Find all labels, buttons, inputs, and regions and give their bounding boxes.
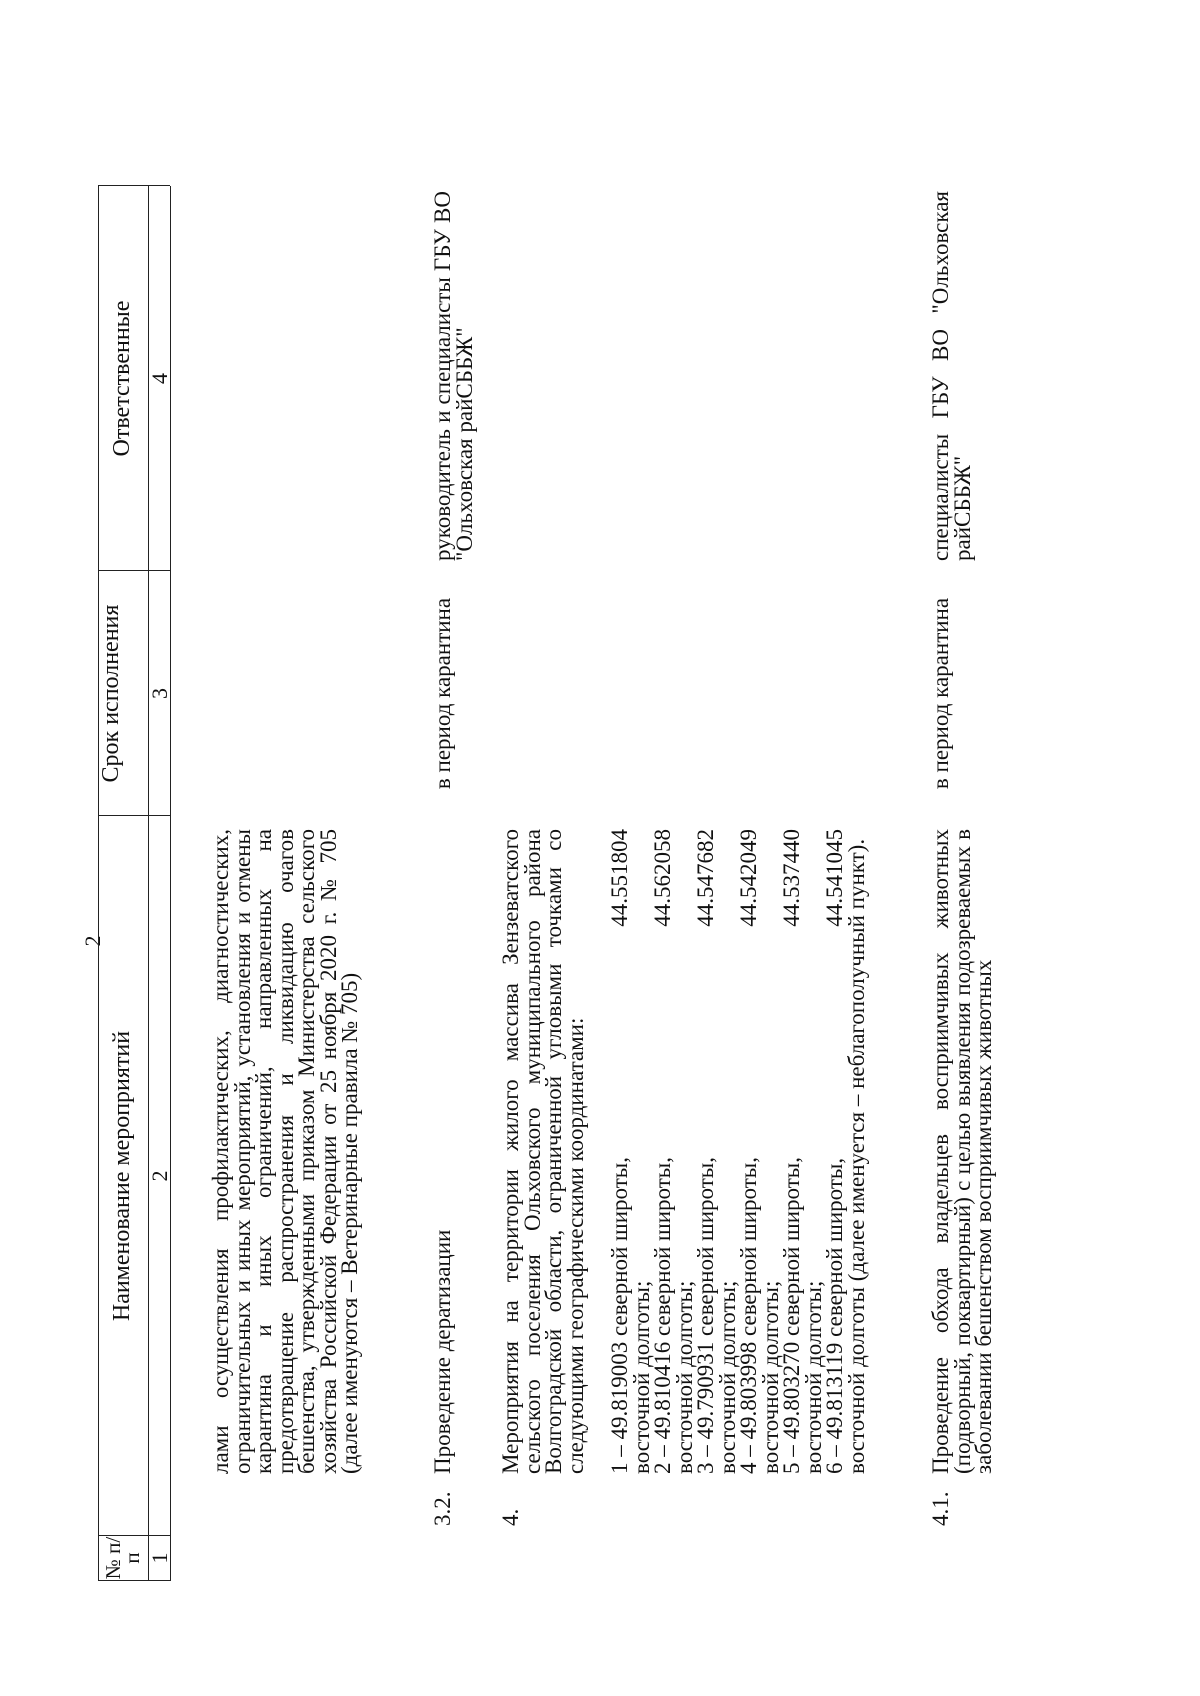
coordinate-point-1: 1 – 49.819003 северной широты, 44.551804: [607, 829, 632, 1474]
row-3-2-activity: Проведение дератизации: [430, 1229, 455, 1474]
header-col-number: № п/п: [101, 1536, 144, 1580]
coordinate-point-6-tail: восточной долготы (далее именуется – неблагополучный пункт).: [843, 838, 869, 1474]
header-col-activities: Наименование мероприятий: [109, 1030, 135, 1322]
row-continuation-text: лами осуществления профилактических, диагностических, ограничительных и иных мероприятий, установления и отмены карантина и иных ограничений, направленных на предотвращение распространения и ликвидацию очагов бешенства, утвержденными приказом Министерства сельского хозяйства Российской Федерации от 25 ноября 2020 г. № 705 (далее именуются – Ветеринарные правила № 705): [208, 829, 362, 1474]
row-4-intro: Мероприятия на территории жилого массива Зензеватского сельского поселения Ольховского муниципального района Волгоградской области, ограниченной угловыми точками со следующими географическими координатами:: [498, 829, 588, 1474]
row-4-coordinates: [609, 829, 867, 1474]
header-col-deadline: Срок исполнения: [98, 604, 124, 783]
header-bottom-border: [170, 186, 171, 1581]
coordinate-point-2-tail: восточной долготы;: [671, 1280, 697, 1474]
coordinate-point-6: 6 – 49.813119 северной широты, 44.541045: [822, 829, 847, 1474]
header-num-1: 1: [147, 1552, 172, 1564]
row-4-1-activity: Проведение обхода владельцев восприимчивых животных (подворный, поквартирный) с целью выявления подозреваемых в заболевании бешенством восприимчивых животных: [928, 829, 996, 1474]
row-number-4: 4.: [498, 1508, 523, 1526]
row-3-2-responsible: руководитель и специалисты ГБУ ВО "Ольховская райСББЖ": [430, 191, 477, 561]
coordinate-point-3: 3 – 49.790931 северной широты, 44.547682: [693, 829, 718, 1474]
row-4-1-responsible: специалисты ГБУ ВО "Ольховская райСББЖ": [928, 191, 975, 561]
row-number-3-2: 3.2.: [430, 1491, 455, 1526]
coordinate-point-4: 4 – 49.803998 северной широты, 44.542049: [736, 829, 761, 1474]
header-num-4: 4: [147, 373, 172, 384]
row-4-1-deadline: в период карантина: [928, 597, 953, 790]
header-col-responsible: Ответственные: [109, 300, 135, 457]
coordinate-point-5-tail: восточной долготы;: [800, 1280, 826, 1474]
coordinate-point-1-tail: восточной долготы;: [628, 1280, 654, 1474]
coordinate-point-4-tail: восточной долготы;: [757, 1280, 783, 1474]
header-num-3: 3: [147, 688, 172, 699]
col-border-left: [98, 1580, 170, 1581]
page-number: 2: [80, 935, 105, 947]
header-divider: [148, 186, 149, 1581]
row-3-2-deadline: в период карантина: [430, 597, 455, 790]
table-top-border: [98, 186, 99, 1581]
coordinate-point-5: 5 – 49.803270 северной широты, 44.537440: [779, 829, 804, 1474]
coordinate-point-3-tail: восточной долготы;: [714, 1280, 740, 1474]
header-num-2: 2: [147, 1170, 172, 1182]
coordinate-point-2: 2 – 49.810416 северной широты, 44.562058: [650, 829, 675, 1474]
row-number-4-1: 4.1.: [928, 1491, 953, 1526]
